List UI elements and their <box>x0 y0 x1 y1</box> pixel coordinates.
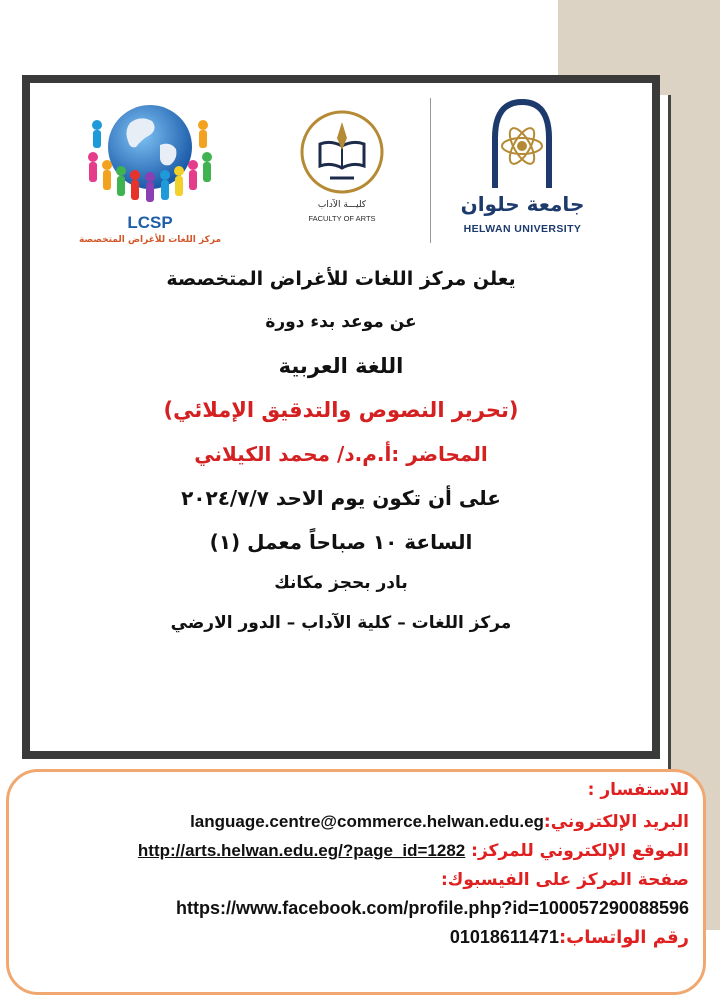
logo-row <box>30 83 652 263</box>
helwan-name-arabic: جامعة حلوان <box>460 192 585 216</box>
course-title: (تحرير النصوص والتدقيق الإملائي) <box>163 398 519 422</box>
lcsp-title: LCSP <box>127 213 173 232</box>
location: مركز اللغات – كلية الآداب – الدور الارضي <box>170 613 512 633</box>
website-link[interactable]: http://arts.helwan.edu.eg/?page_id=1282 <box>137 841 466 860</box>
whatsapp-label: رقم الواتساب: <box>558 927 689 948</box>
lecturer: المحاضر :أ.م.د/ محمد الكيلاني <box>194 442 488 466</box>
atom-arch-emblem-icon <box>455 98 590 190</box>
email-row <box>190 812 689 832</box>
email-link[interactable]: language.centre@commerce.helwan.edu.eg <box>190 812 544 831</box>
faculty-of-arts-logo <box>292 108 392 238</box>
lcsp-subtitle: مركز اللغات للأغراض المتخصصة <box>78 235 222 245</box>
announce-line-center: يعلن مركز اللغات للأغراض المتخصصة <box>166 268 516 290</box>
helwan-name-english: HELWAN UNIVERSITY <box>463 223 582 235</box>
poster-frame <box>22 75 660 759</box>
arts-name-english: FACULTY OF ARTS <box>308 214 376 223</box>
arts-name-arabic: كليـــة الآداب <box>317 200 367 210</box>
course-language: اللغة العربية <box>278 354 404 378</box>
book-pen-emblem-icon <box>292 108 392 198</box>
whatsapp-row <box>450 927 689 948</box>
course-date: على أن تكون يوم الاحد ٢٠٢٤/٧/٧ <box>181 486 501 510</box>
announce-line-course-start: عن موعد بدء دورة <box>265 312 417 332</box>
contact-box <box>6 769 706 995</box>
course-time-lab: الساعة ١٠ صباحاً معمل (١) <box>209 530 473 554</box>
globe-people-icon <box>75 95 225 213</box>
logo-divider <box>430 98 431 243</box>
helwan-university-logo <box>455 98 590 243</box>
facebook-url[interactable]: https://www.facebook.com/profile.php?id=100057290088596 <box>175 898 689 918</box>
website-row <box>138 841 689 861</box>
inquiry-label: للاستفسار : <box>587 780 689 800</box>
facebook-link[interactable] <box>176 898 689 919</box>
lcsp-logo <box>75 95 225 245</box>
whatsapp-number[interactable]: 01018611471 <box>449 927 559 947</box>
email-label: البريد الإلكتروني: <box>543 812 689 832</box>
facebook-label: صفحة المركز على الفيسبوك: <box>440 870 689 890</box>
book-now: بادر بحجز مكانك <box>274 573 408 593</box>
website-label: الموقع الإلكتروني للمركز: <box>465 841 689 861</box>
